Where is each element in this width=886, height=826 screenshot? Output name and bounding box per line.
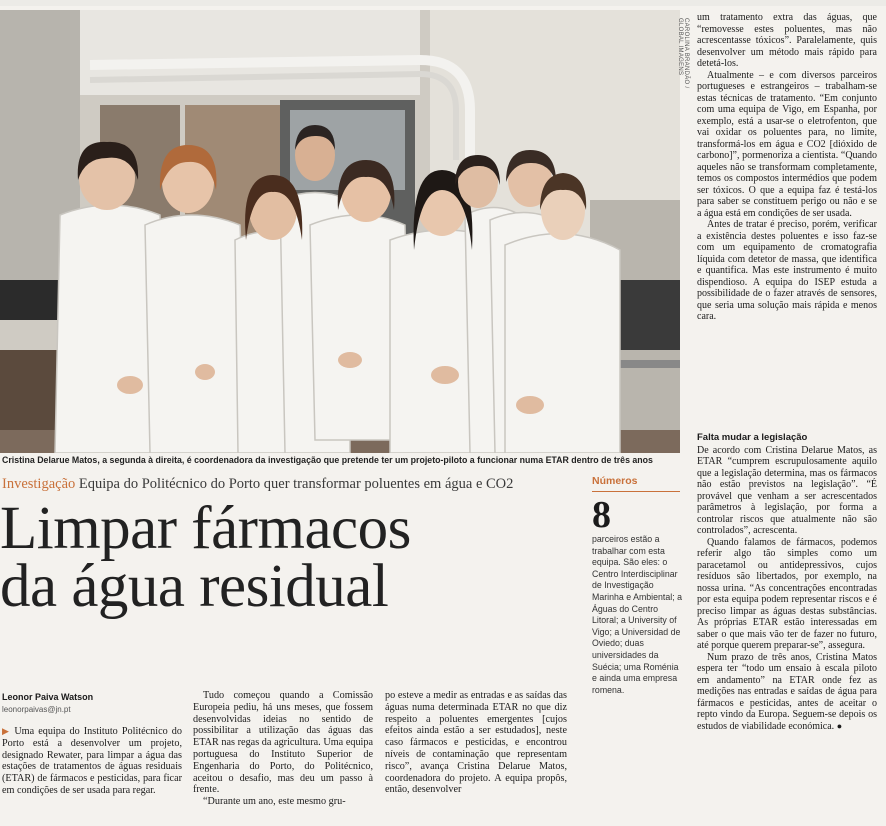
numbers-text: parceiros estão a trabalhar com esta equipa. São eles: o Centro Interdisciplinar de Investigação Marinha e Ambiental; a Águas do Centro Litoral; a University of Vigo; a Universidad de Oviedo; duas universidades da Suécia; uma Roménia e ainda uma empresa romena. (592, 534, 682, 695)
numbers-heading: Números (592, 475, 638, 487)
byline (2, 692, 182, 714)
lead-paragraph-text: Uma equipa do Instituto Politécnico do Porto está a desenvolver um projeto, designado Rewater, para limpar a água das estações de tratamentos de águas residuais (ETAR) de fármacos e pesticidas, para ficar em condições de ser usada para regar. (2, 726, 182, 796)
headline-line-2: da água residual (0, 553, 389, 620)
closing-paragraph-text: Num prazo de três anos, Cristina Matos espera ter “todo um ensaio à escala piloto em andamento” na ETAR onde fez as medições nas entradas e saídas de água para fármacos e pesticidas, antes de aceitar o repto vindo da Europa. Seguem-se depois os estudos de viabilidade económica. (697, 651, 877, 732)
photo-credit: CAROLINA BRANDÃO / GLOBAL IMAGENS (677, 18, 689, 89)
body-column-5 (697, 432, 877, 732)
headline (0, 495, 580, 620)
kicker-text: Equipa do Politécnico do Porto quer transformar poluentes em água e CO2 (78, 476, 514, 492)
body-paragraph: Atualmente – e com diversos parceiros portugueses e estrangeiros – trabalham-se estas técnicas de tratamento. “Em conjunto com uma equipa de Vigo, em Espanha, por exemplo, está a usar-se o eletrofenton, que vai oxidar os poluentes para, no limite, transformá-los em água e CO2 [dióxido de carbono]”, pormenoriza a cientista. “Quando aqueles não se transformam completamente, temos os compostos intermédios que podem ser tóxicos. O que a equipa faz é testá-los para saber se constituem perigo ou não e se a água está em condições de ser usada. (697, 69, 877, 219)
kicker (2, 476, 580, 493)
author-name: Leonor Paiva Watson (2, 692, 94, 702)
body-column-3 (385, 690, 567, 796)
section-label: Investigação (2, 476, 76, 492)
body-paragraph (2, 726, 182, 797)
team-photo (0, 10, 680, 453)
body-paragraph (697, 652, 877, 733)
body-paragraph: Quando falamos de fármacos, podemos referir algo tão simples como um paracetamol ou antidepressivos, cujos resíduos são libertados, por exemplo, na nossa urina. “As concentrações encontradas por esta equipa podem representar riscos e é preciso limpar as águas destas substâncias. As próprias ETAR estão interessadas em saber o que mais vão ter de fazer no futuro, até porque querem preparar-se”, assegura. (697, 536, 877, 651)
page-top-rule (0, 0, 886, 6)
body-paragraph: po esteve a medir as entradas e as saídas das águas numa determinada ETAR no que diz respeito a poluentes emergentes [cujos efeitos ainda estão a ser estudados], neste caso fármacos e pesticidas, e encontrou níveis de contaminação que representam risco”, avança Cristina Delarue Matos, coordenadora do projeto. A equipa propôs, então, desenvolver (385, 690, 567, 796)
numbers-figure: 8 (592, 494, 611, 536)
author-email: leonorpaivas@jn.pt (2, 705, 71, 714)
body-paragraph: um tratamento extra das águas, que “removesse estes poluentes, mas não acrescentasse tóxicos”. Paralelamente, quis desenvolver um método mais rápido para detetá-los. (697, 12, 877, 69)
body-paragraph: “Durante um ano, este mesmo gru- (203, 796, 346, 808)
headline-line-1: Limpar fármacos (0, 495, 411, 562)
body-column-2 (193, 690, 373, 808)
body-paragraph: Tudo começou quando a Comissão Europeia pediu, há uns meses, que fossem desenvolvidas ideias no sentido de possibilitar a utilização das águas das ETAR nas regas da agricultura. Uma equipa portuguesa do Instituto Superior de Engenharia do Porto, do Politécnico, aceitou o desafio, mas deu um passo à frente. (193, 690, 373, 796)
body-paragraph: Antes de tratar é preciso, porém, verificar a existência destes poluentes e isso faz-se com um equipamento de cromatografia líquida com detetor de massa, que identifica e quantifica. Mas este instrumento é muito dispendioso. A equipa do ISEP estuda a possibilidade de o fazer através de sensores, que seria uma solução mais rápida e menos cara. (697, 219, 877, 322)
numbers-box (592, 475, 682, 696)
body-column-4 (697, 12, 877, 323)
team-photo-illustration (0, 10, 680, 453)
subheading: Falta mudar a legislação (697, 432, 808, 443)
photo-caption: Cristina Delarue Matos, a segunda à direita, é coordenadora da investigação que pretende ter um projeto-piloto a funcionar numa ETAR dentro de três anos (2, 455, 653, 465)
body-paragraph: De acordo com Cristina Delarue Matos, as ETAR “cumprem escrupulosamente aquilo que a legislação determina, mas os fármacos não estão previstos na legislação”. “É provável que venham a ser acrescentados parâmetros à legislação, por forma a controlar riscos que atualmente não são controlados”, acrescenta. (697, 444, 877, 536)
numbers-rule (592, 491, 680, 492)
lead-bullet-icon: ▶ (2, 726, 15, 736)
body-column-1 (2, 726, 182, 797)
end-mark-icon: ● (836, 720, 843, 731)
